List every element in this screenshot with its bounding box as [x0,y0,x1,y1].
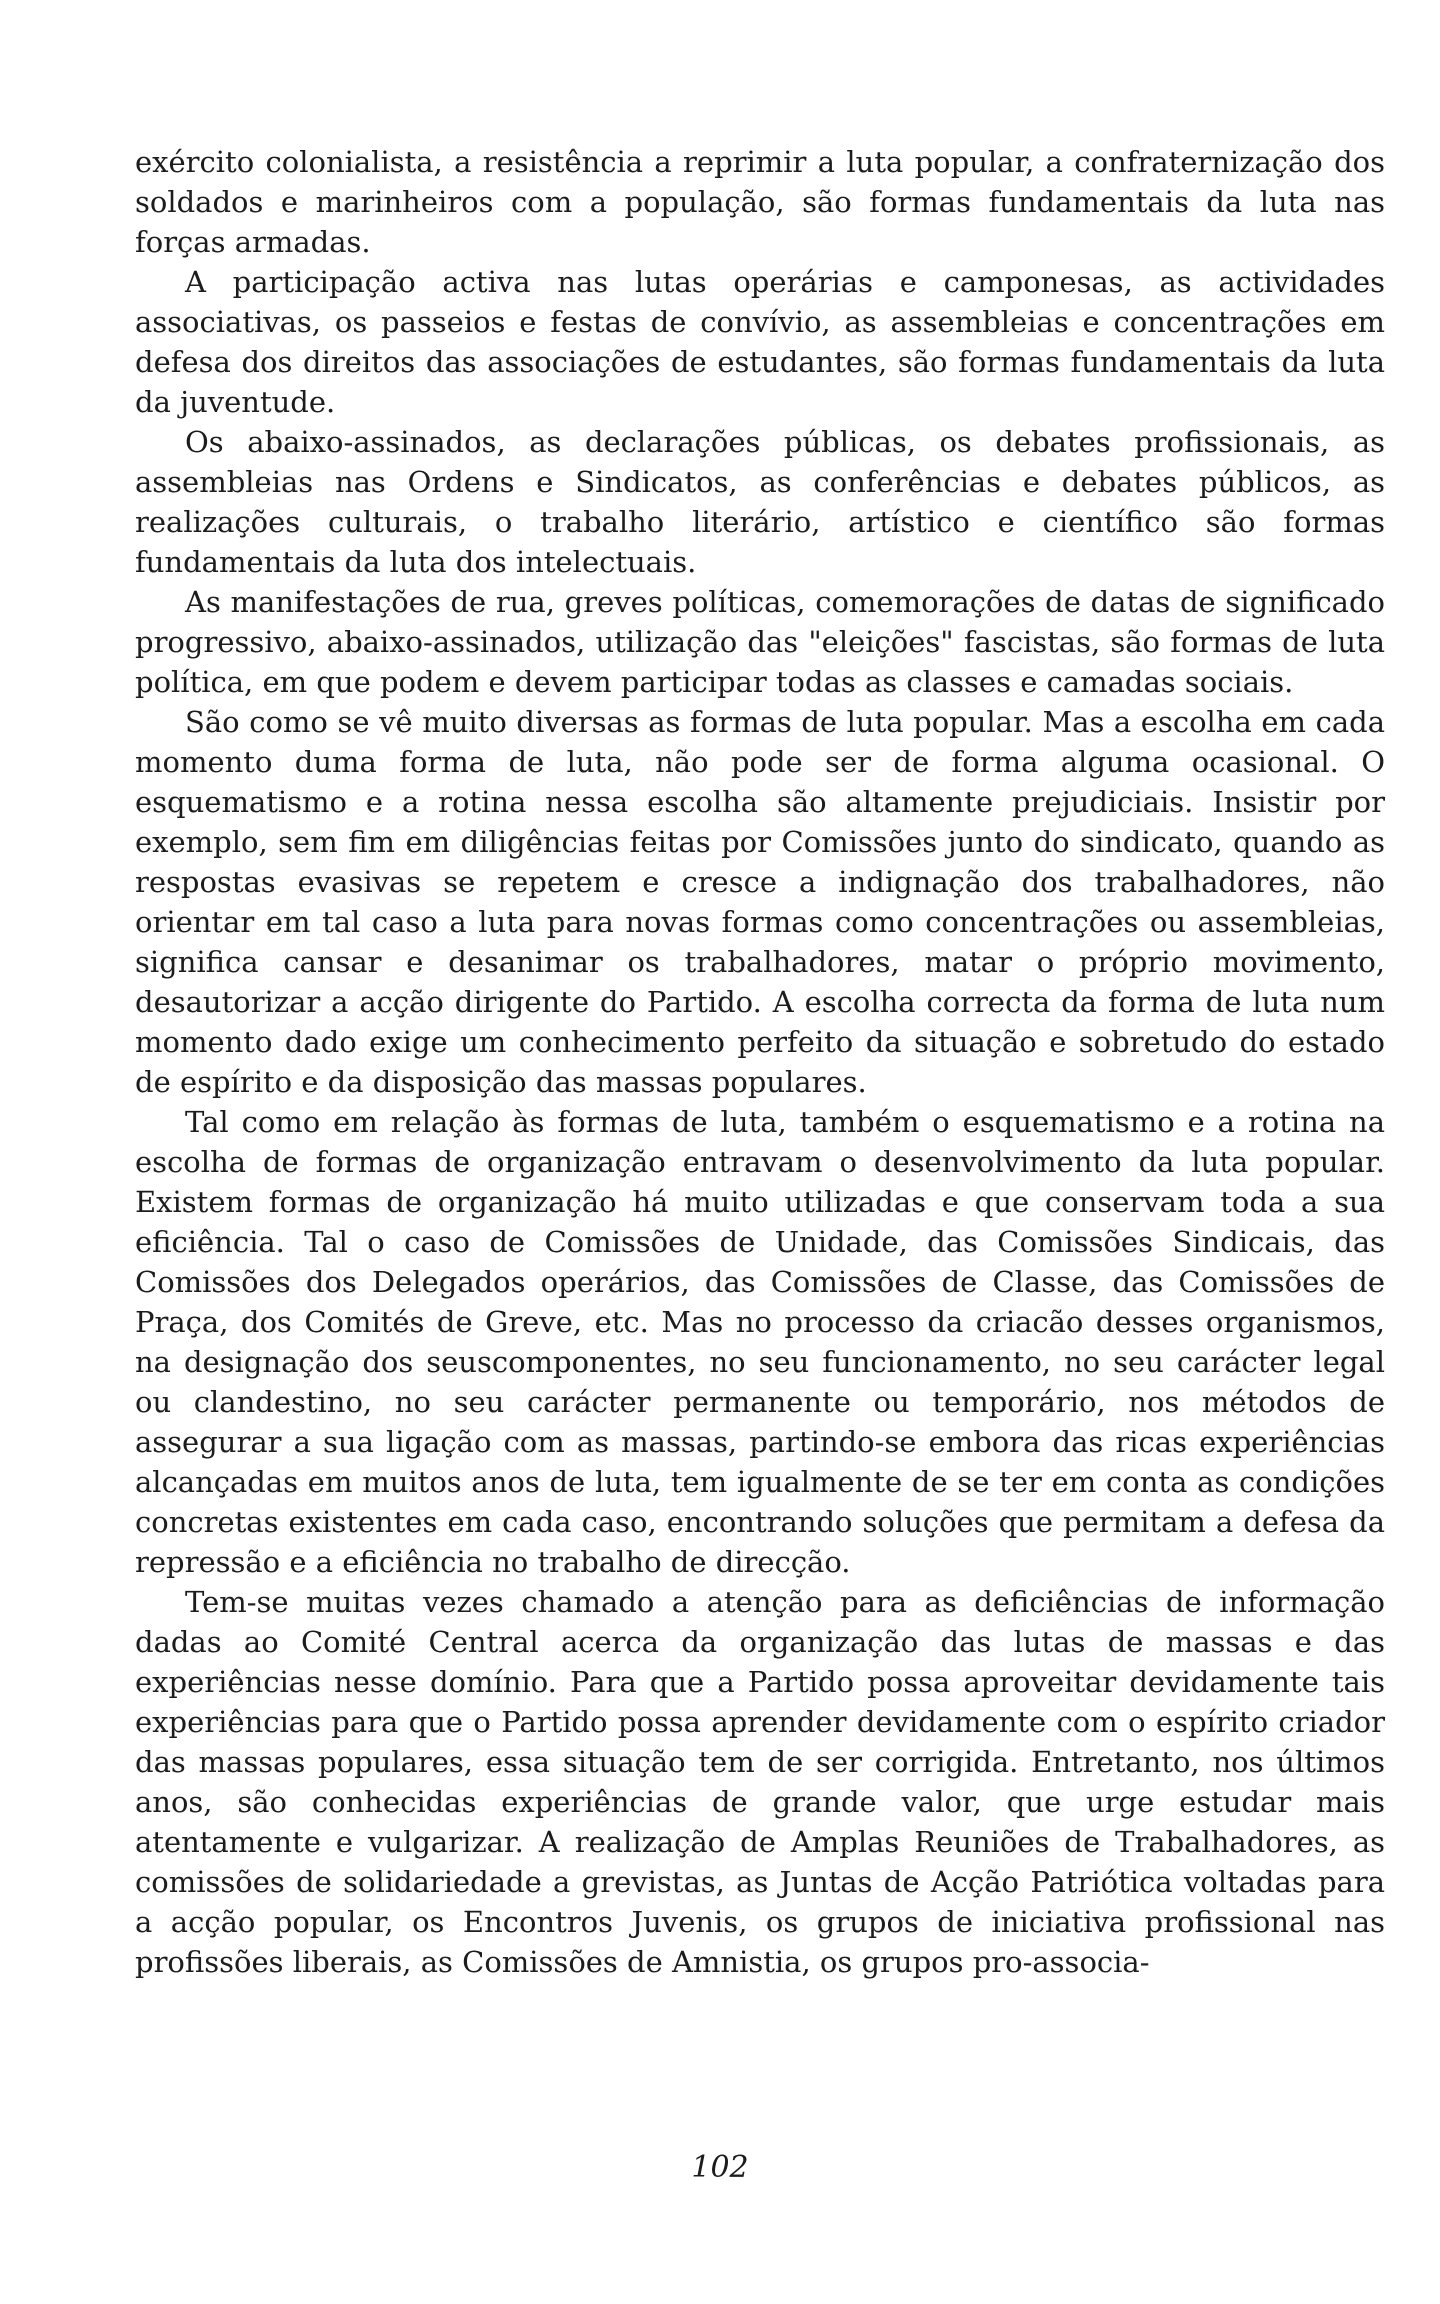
paragraph: São como se vê muito diversas as formas de luta popular. Mas a escolha em cada momento duma forma de luta, não pode ser de forma alguma ocasional. O esquematismo e a rotina nessa escolha são altamente prejudiciais. Insistir por exemplo, sem fim em diligências feitas por Comissões junto do sindicato, quando as respostas evasivas se repetem e cresce a indignação dos trabalhadores, não orientar em tal caso a luta para novas formas como concentrações ou assembleias, significa cansar e desanimar os trabalhadores, matar o próprio movimento, desautorizar a acção dirigente do Partido. A escolha correcta da forma de luta num momento dado exige um conhecimento perfeito da situação e sobretudo do estado de espírito e da disposição das massas populares. [135,705,1385,1099]
paragraph: Tem-se muitas vezes chamado a atenção para as deficiências de informação dadas ao Comité Central acerca da organização das lutas de massas e das experiências nesse domínio. Para que a Partido possa aproveitar devidamente tais experiências para que o Partido possa aprender devidamente com o espírito criador das massas populares, essa situação tem de ser corrigida. Entretanto, nos últimos anos, são conhecidas experiências de grande valor, que urge estudar mais atentamente e vulgarizar. A realização de Amplas Reuniões de Trabalhadores, as comissões de solidariedade a grevistas, as Juntas de Acção Patriótica voltadas para a acção popular, os Encontros Juvenis, os grupos de iniciativa profissional nas profissões liberais, as Comissões de Amnistia, os grupos pro-associa- [135,1585,1385,1979]
paragraph: As manifestações de rua, greves políticas, comemorações de datas de significado progressivo, abaixo-assinados, utilização das "eleições" fascistas, são formas de luta política, em que podem e devem participar todas as classes e camadas sociais. [135,585,1385,699]
paragraph: Os abaixo-assinados, as declarações públicas, os debates profissionais, as assembleias nas Ordens e Sindicatos, as conferências e debates públicos, as realizações culturais, o trabalho literário, artístico e científico são formas fundamentais da luta dos intelectuais. [135,425,1385,579]
body-text [135,142,1385,1982]
paragraph: Tal como em relação às formas de luta, também o esquematismo e a rotina na escolha de formas de organização entravam o desenvolvimento da luta popular. Existem formas de organização há muito utilizadas e que conservam toda a sua eficiência. Tal o caso de Comissões de Unidade, das Comissões Sindicais, das Comissões dos Delegados operários, das Comissões de Classe, das Comissões de Praça, dos Comités de Greve, etc. Mas no processo da criacão desses organismos, na designação dos seuscomponentes, no seu funcionamento, no seu carácter legal ou clandestino, no seu carácter permanente ou temporário, nos métodos de assegurar a sua ligação com as massas, partindo-se embora das ricas experiências alcançadas em muitos anos de luta, tem igualmente de se ter em conta as condições concretas existentes em cada caso, encontrando soluções que permitam a defesa da repressão e a eficiência no trabalho de direcção. [135,1105,1385,1579]
paragraph: A participação activa nas lutas operárias e camponesas, as actividades associativas, os passeios e festas de convívio, as assembleias e concentrações em defesa dos direitos das associações de estudantes, são formas fundamentais da luta da juventude. [135,265,1385,419]
page-number: 102 [691,2150,749,2185]
paragraph: exército colonialista, a resistência a reprimir a luta popular, a confraternização dos soldados e marinheiros com a população, são formas fundamentais da luta nas forças armadas. [135,145,1385,259]
